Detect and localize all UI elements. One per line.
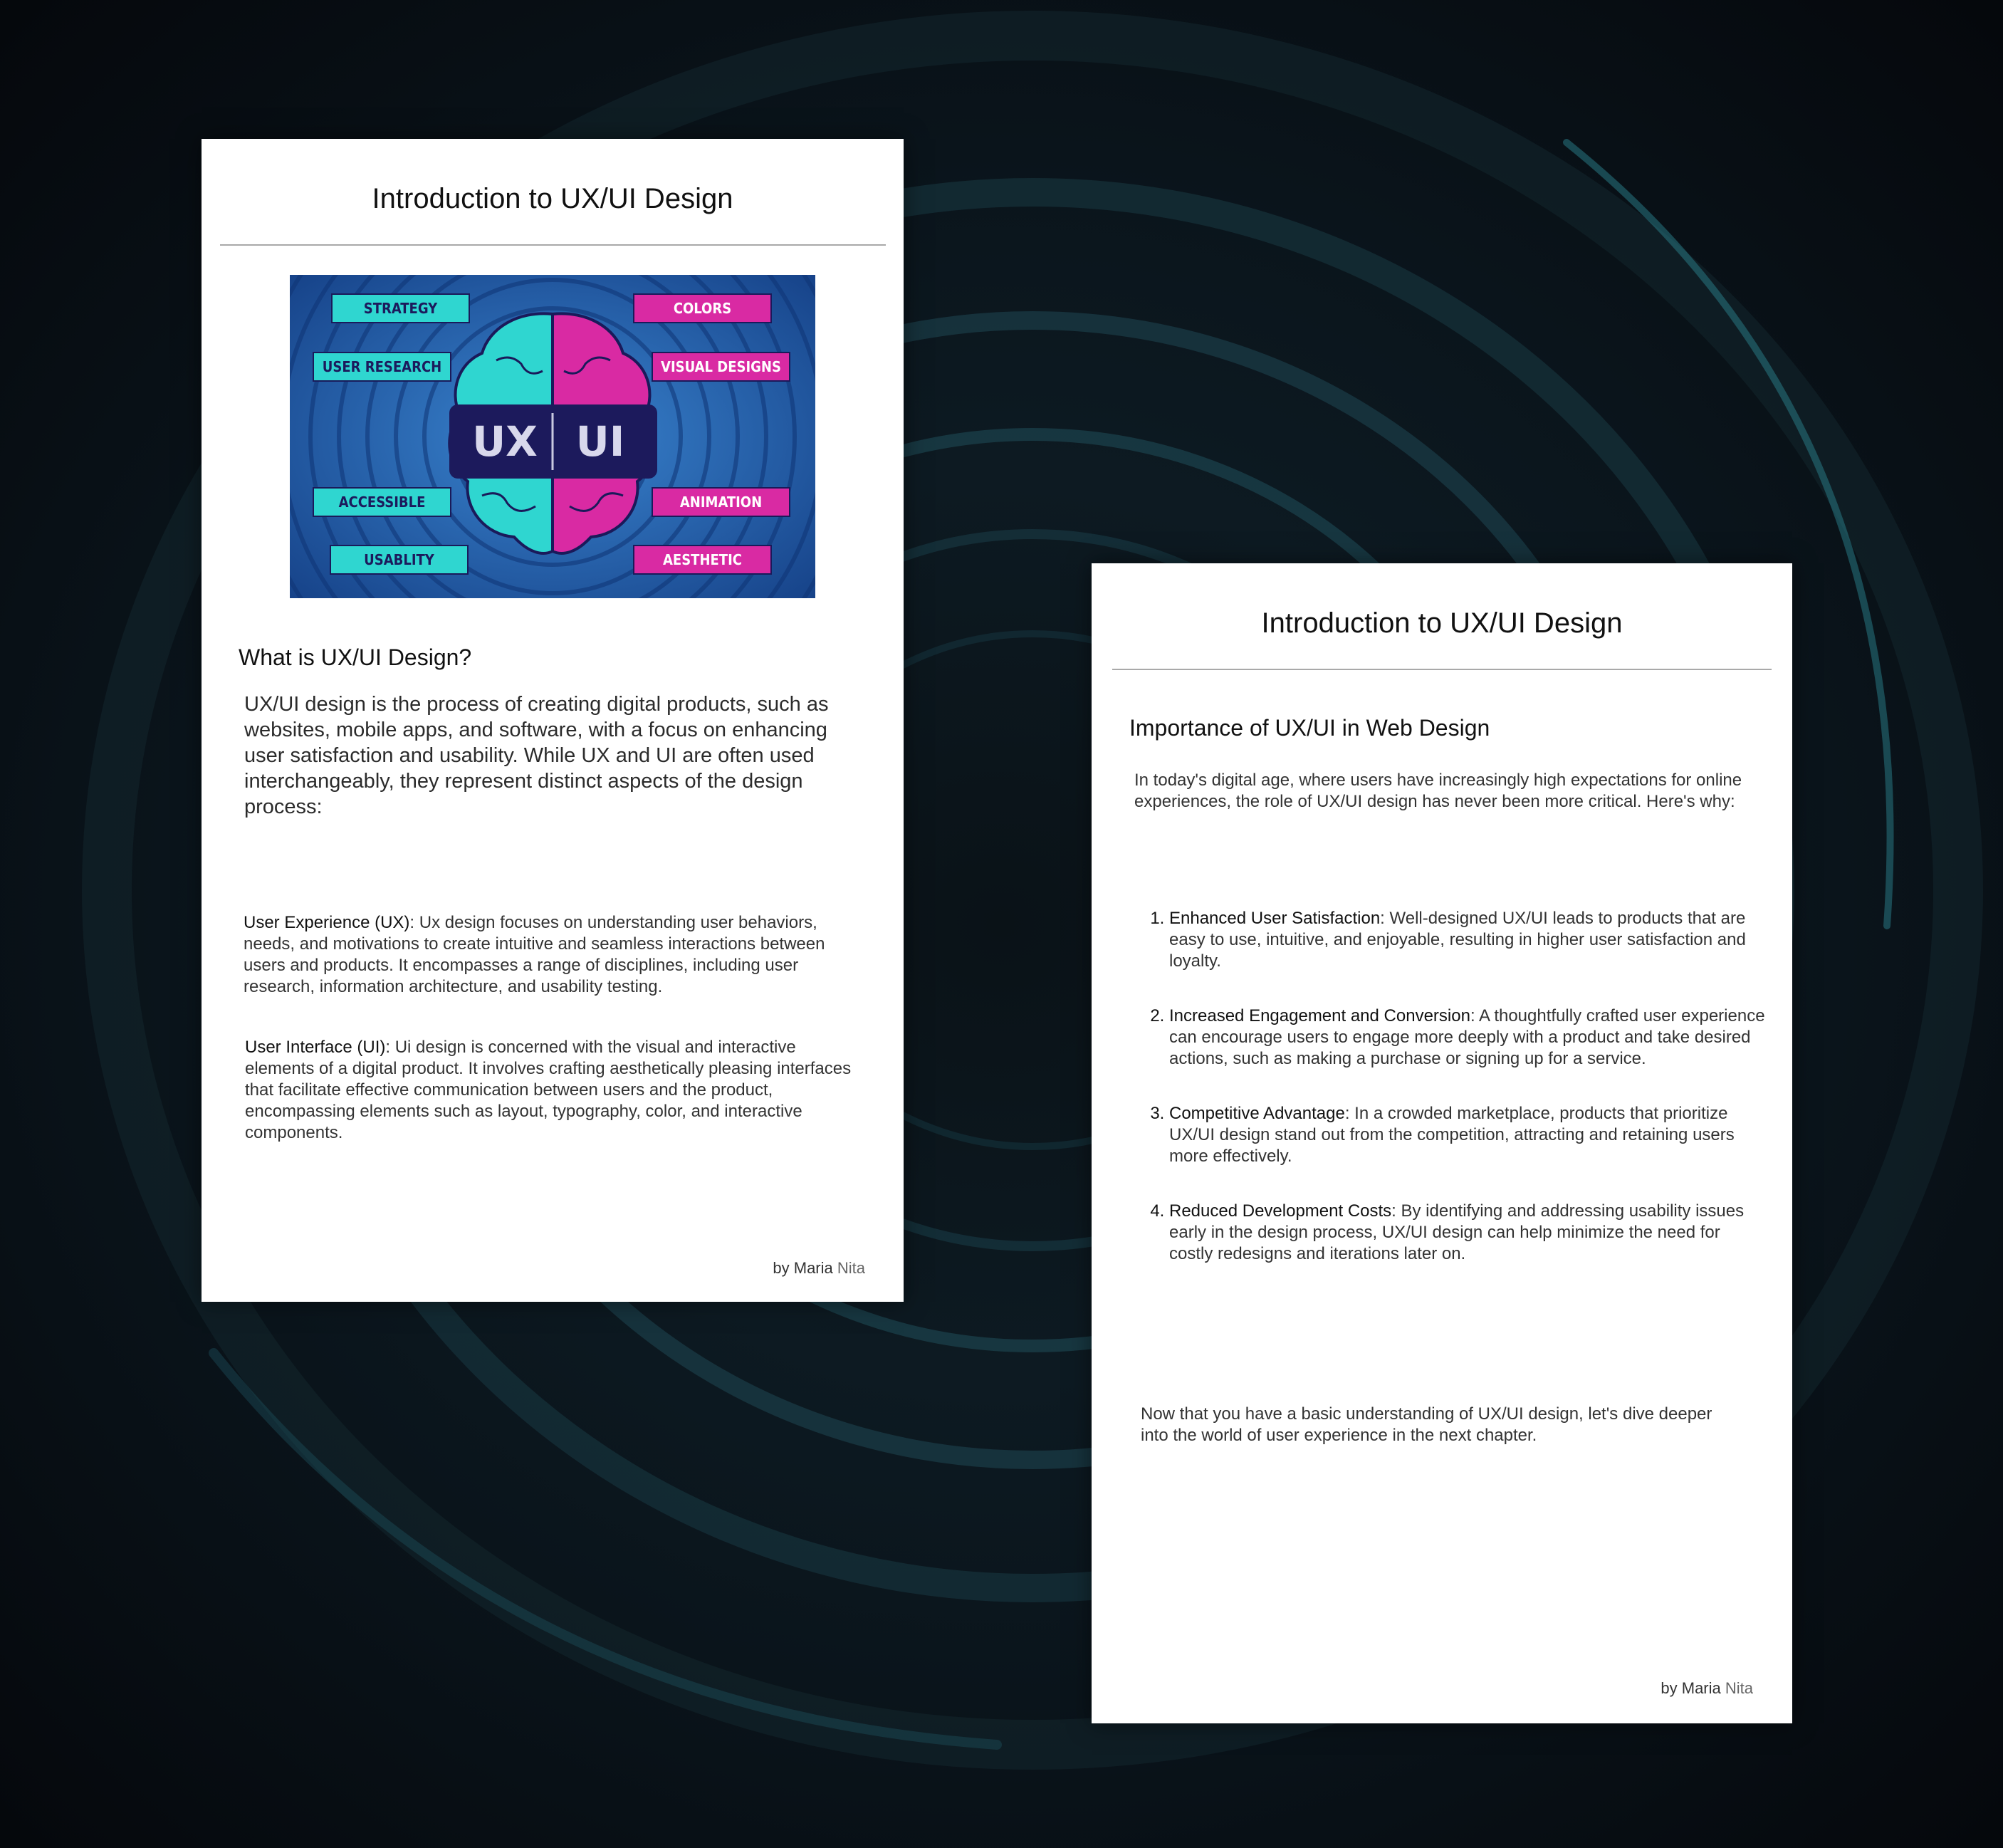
reason-term: Reduced Development Costs [1169, 1201, 1392, 1221]
title-divider [1112, 669, 1772, 670]
tag-user-research: USER RESEARCH [313, 352, 451, 382]
reason-text: : A thoughtfully crafted user experience can encourage users to engage more deeply with a product and take desired actions, such as making a purchase or signing up for a service. [1169, 1006, 1765, 1068]
byline [773, 1259, 865, 1278]
closing-paragraph: Now that you have a basic understanding of UX/UI design, let's dive deeper into the world of user experience in the next chapter. [1141, 1404, 1712, 1445]
byline-last-name: Nita [1725, 1679, 1753, 1697]
tag-visual-designs: VISUAL DESIGNS [652, 352, 790, 382]
page-title: Introduction to UX/UI Design [1261, 607, 1623, 639]
title-divider [220, 244, 886, 246]
reason-item [1169, 1103, 1767, 1167]
tag-usability: USABLITY [330, 545, 469, 575]
byline-prefix: by Maria [1661, 1679, 1721, 1697]
reason-item [1169, 1201, 1767, 1265]
ux-term: User Experience (UX) [244, 913, 410, 932]
document-page-1 [202, 139, 904, 1302]
tag-colors: COLORS [633, 293, 772, 323]
document-page-2 [1092, 563, 1792, 1723]
reason-item [1169, 1006, 1767, 1070]
ux-text: : Ux design focuses on understanding user behaviors, needs, and motivations to create intuitive and seamless interactions between users and products. It encompasses a range of disciplines, including user research, information architecture, and usability testing. [244, 913, 825, 996]
tag-strategy: STRATEGY [331, 293, 470, 323]
section-heading: What is UX/UI Design? [239, 644, 472, 670]
reasons-list [1132, 908, 1767, 1298]
byline [1661, 1679, 1753, 1698]
section-heading: Importance of UX/UI in Web Design [1129, 715, 1490, 741]
byline-last-name: Nita [837, 1259, 865, 1277]
ui-text: : Ui design is concerned with the visual and interactive elements of a digital product. It involves crafting aesthetically pleasing interfaces that facilitate effective communication between users and the product, encompassing elements such as layout, typography, color, and interactive components. [245, 1038, 852, 1142]
reason-item [1169, 908, 1767, 972]
page-title: Introduction to UX/UI Design [372, 183, 733, 214]
reason-term: Competitive Advantage [1169, 1104, 1345, 1123]
reason-term: Enhanced User Satisfaction [1169, 909, 1381, 928]
tag-accessible: ACCESSIBLE [313, 487, 451, 517]
reason-text: : By identifying and addressing usability issues early in the design process, UX/UI design can help minimize the need for costly redesigns and iterations later on. [1169, 1201, 1745, 1263]
intro-paragraph: UX/UI design is the process of creating digital products, such as websites, mobile apps, and software, with a focus on enhancing user satisfaction and usability. While UX and UI are often used interchangeably, they represent distinct aspects of the design process: [244, 693, 829, 818]
tag-animation: ANIMATION [652, 487, 790, 517]
byline-prefix: by Maria [773, 1259, 833, 1277]
reason-term: Increased Engagement and Conversion [1169, 1006, 1470, 1025]
ux-ui-brain-illustration [290, 275, 815, 598]
ux-definition [244, 912, 870, 998]
ui-term: User Interface (UI) [245, 1038, 386, 1057]
ui-definition [245, 1037, 857, 1144]
intro-paragraph: In today's digital age, where users have increasingly high expectations for online experiences, the role of UX/UI design has never been more critical. Here's why: [1134, 771, 1742, 811]
tag-aesthetic: AESTHETIC [633, 545, 772, 575]
reason-text: : In a crowded marketplace, products that prioritize UX/UI design stand out from the competition, attracting and retaining users more effectively. [1169, 1104, 1735, 1166]
reason-text: : Well-designed UX/UI leads to products that are easy to use, intuitive, and enjoyable, resulting in higher user satisfaction and loyalty. [1169, 909, 1746, 971]
hero-ux-label: UX [472, 417, 538, 466]
hero-ui-label: UI [575, 417, 625, 466]
